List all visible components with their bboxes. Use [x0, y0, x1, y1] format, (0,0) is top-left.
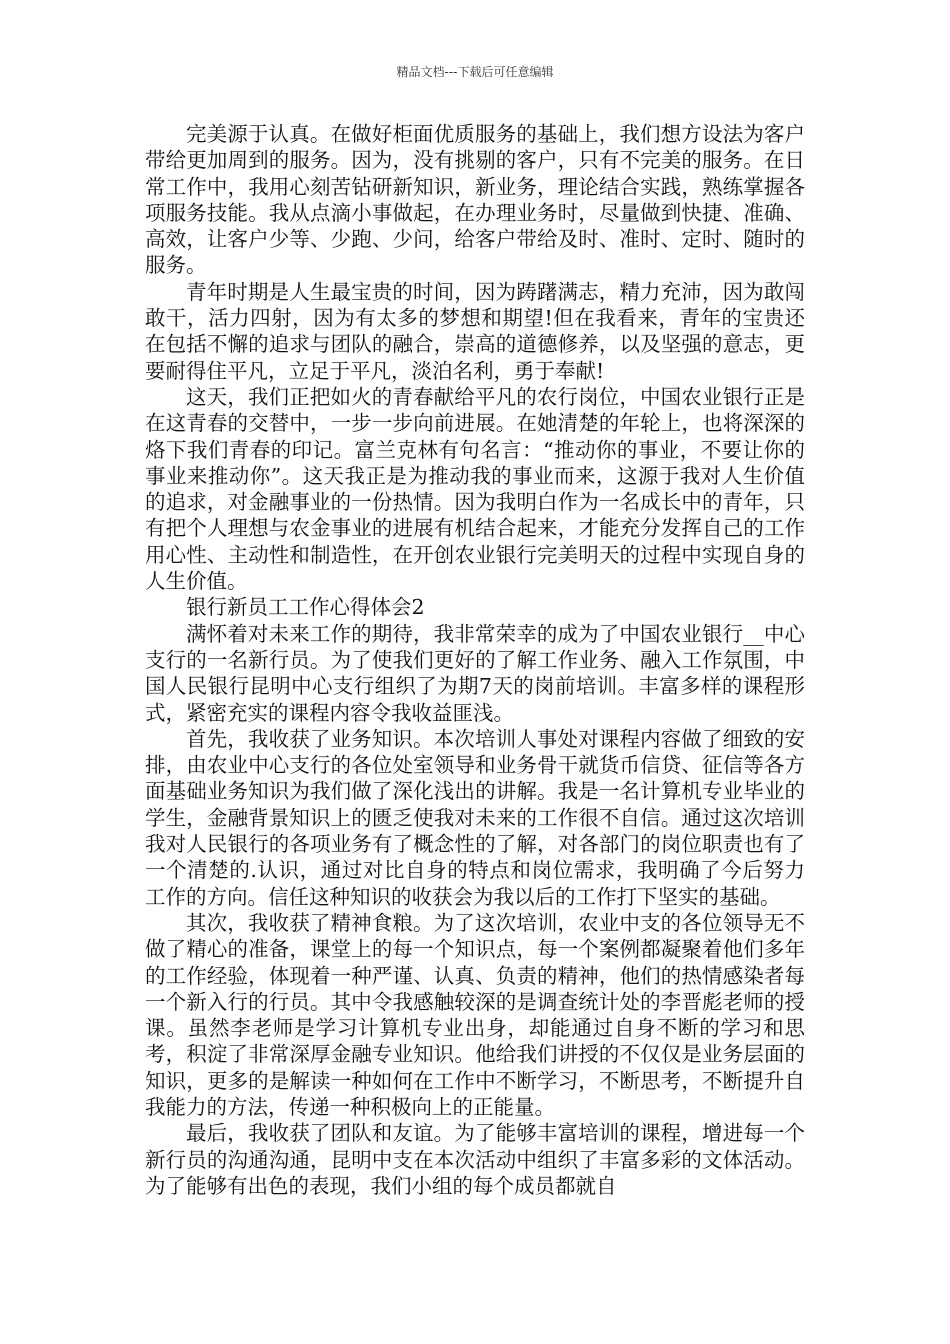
paragraph-service: 完美源于认真。在做好柜面优质服务的基础上，我们想方设法为客户带给更加周到的服务。因为，没有挑剔的客户，只有不完美的服务。在日常工作中，我用心刻苦钻研新知识，新业务，理论结合实践，熟练掌握各项服务技能。我从点滴小事做起，在办理业务时，尽量做到快捷、准确、高效，让客户少等、少跑、少问，给客户带给及时、准时、定时、随时的服务。 [145, 122, 805, 278]
paragraph-first: 首先，我收获了业务知识。本次培训人事处对课程内容做了细致的安排，由农业中心支行的各位处室领导和业务骨干就货币信贷、征信等各方面基础业务知识为我们做了深化浅出的讲解。我是一名计算机专业毕业的学生，金融背景知识上的匮乏使我对未来的工作很不自信。通过这次培训我对人民银行的各项业务有了概念性的了解，对各部门的岗位职责也有了一个清楚的.认识，通过对比自身的特点和岗位需求，我明确了今后努力工作的方向。信任这种知识的收获会为我以后的工作打下坚实的基础。 [145, 726, 805, 909]
page-header: 精品文档---下载后可任意编辑 [396, 65, 554, 79]
section-heading: 银行新员工工作心得体会2 [186, 595, 425, 620]
paragraph-today: 这天，我们正把如火的青春献给平凡的农行岗位，中国农业银行正是在这青春的交替中，一步一步向前进展。在她清楚的年轮上，也将深深的烙下我们青春的印记。富兰克林有句名言：“推动你的事业，不要让你的事业来推动你”。这天我正是为推动我的事业而来，这源于我对人生价值的追求，对金融事业的一份热情。因为我明白作为一名成长中的青年，只有把个人理想与农金事业的进展有机结合起来，才能充分发挥自己的工作用心性、主动性和制造性，在开创农业银行完美明天的过程中实现自身的人生价值。 [145, 384, 805, 594]
paragraph-intro: 满怀着对未来工作的期待，我非常荣幸的成为了中国农业银行__中心支行的一名新行员。为了使我们更好的了解工作业务、融入工作氛围，中国人民银行昆明中心支行组织了为期7天的岗前培训。丰富多样的课程形式，紧密充实的课程内容令我收益匪浅。 [145, 621, 805, 725]
document-body [145, 121, 805, 1199]
paragraph-last: 最后，我收获了团队和友谊。为了能够丰富培训的课程，增进每一个新行员的沟通沟通，昆明中支在本次活动中组织了丰富多彩的文体活动。为了能够有出色的表现，我们小组的每个成员都就自 [145, 1121, 805, 1198]
paragraph-second: 其次，我收获了精神食粮。为了这次培训，农业中支的各位领导无不做了精心的准备，课堂上的每一个知识点，每一个案例都凝聚着他们多年的工作经验，体现着一种严谨、认真、负责的精神，他们的热情感染者每一个新入行的行员。其中令我感触较深的是调查统计处的李晋彪老师的授课。虽然李老师是学习计算机专业出身，却能通过自身不断的学习和思考，积淀了非常深厚金融专业知识。他给我们讲授的不仅仅是业务层面的知识，更多的是解读一种如何在工作中不断学习，不断思考，不断提升自我能力的方法，传递一种积极向上的正能量。 [145, 910, 805, 1119]
paragraph-youth: 青年时期是人生最宝贵的时间，因为踌躇满志，精力充沛，因为敢闯敢干，活力四射，因为有太多的梦想和期望!但在我看来，青年的宝贵还在包括不懈的追求与团队的融合，崇高的道德修养，以及坚强的意志，更要耐得住平凡，立足于平凡，淡泊名利，勇于奉献! [145, 279, 805, 383]
